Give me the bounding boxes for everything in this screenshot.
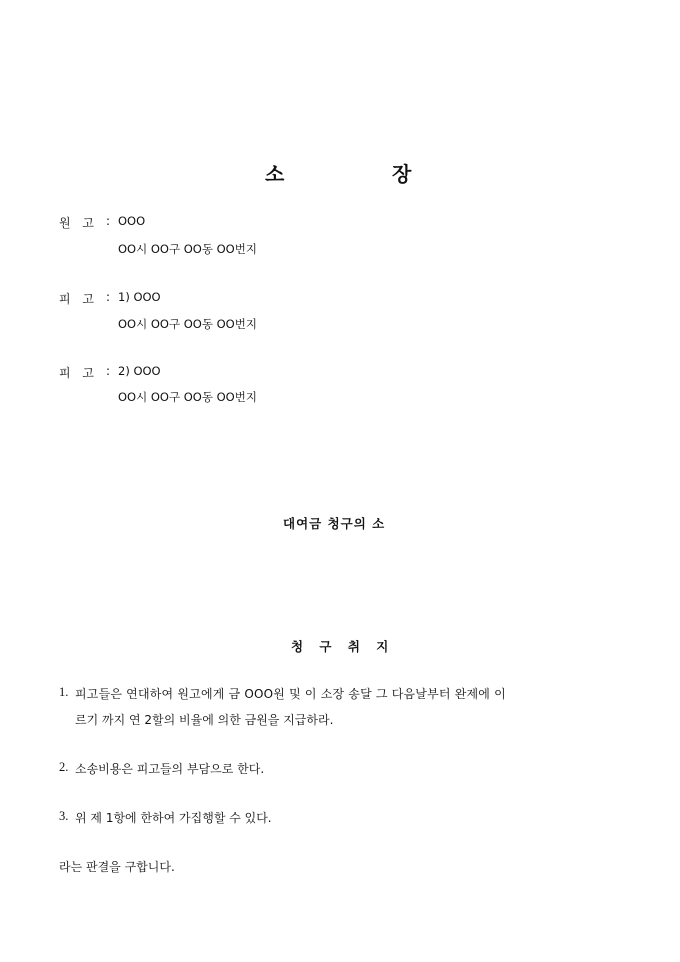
claim-number: 2. <box>59 760 69 774</box>
party-label: 피 고 <box>59 292 94 306</box>
party-colon: : <box>106 364 111 378</box>
party-name: 2) OOO <box>118 364 161 378</box>
claim-number: 1. <box>59 685 69 699</box>
claim-text-line1: 위 제 1항에 한하여 가집행할 수 있다. <box>75 811 272 825</box>
claim-number: 3. <box>59 809 69 823</box>
party-address: OO시 OO구 OO동 OO번지 <box>118 317 257 331</box>
party-label: 원 고 <box>59 216 94 230</box>
title-right-char: 장 <box>392 162 412 186</box>
party-label: 피 고 <box>59 366 94 380</box>
claim-heading: 청 구 취 지 <box>291 639 389 654</box>
claim-text-line1: 피고들은 연대하여 원고에게 금 OOO원 및 이 소장 송달 그 다음날부터 완제에 이 <box>75 687 506 701</box>
claim-text-line1: 소송비용은 피고들의 부담으로 한다. <box>75 762 265 776</box>
title-left-char: 소 <box>265 162 285 186</box>
party-address: OO시 OO구 OO동 OO번지 <box>118 242 257 256</box>
party-address: OO시 OO구 OO동 OO번지 <box>118 390 257 404</box>
party-name: 1) OOO <box>118 290 161 304</box>
party-colon: : <box>106 214 111 228</box>
closing-statement: 라는 판결을 구합니다. <box>59 860 175 874</box>
case-title: 대여금 청구의 소 <box>283 516 386 531</box>
party-name: OOO <box>118 214 146 228</box>
claim-text-line2: 르기 까지 연 2할의 비율에 의한 금원을 지급하라. <box>75 713 334 727</box>
party-colon: : <box>106 290 111 304</box>
